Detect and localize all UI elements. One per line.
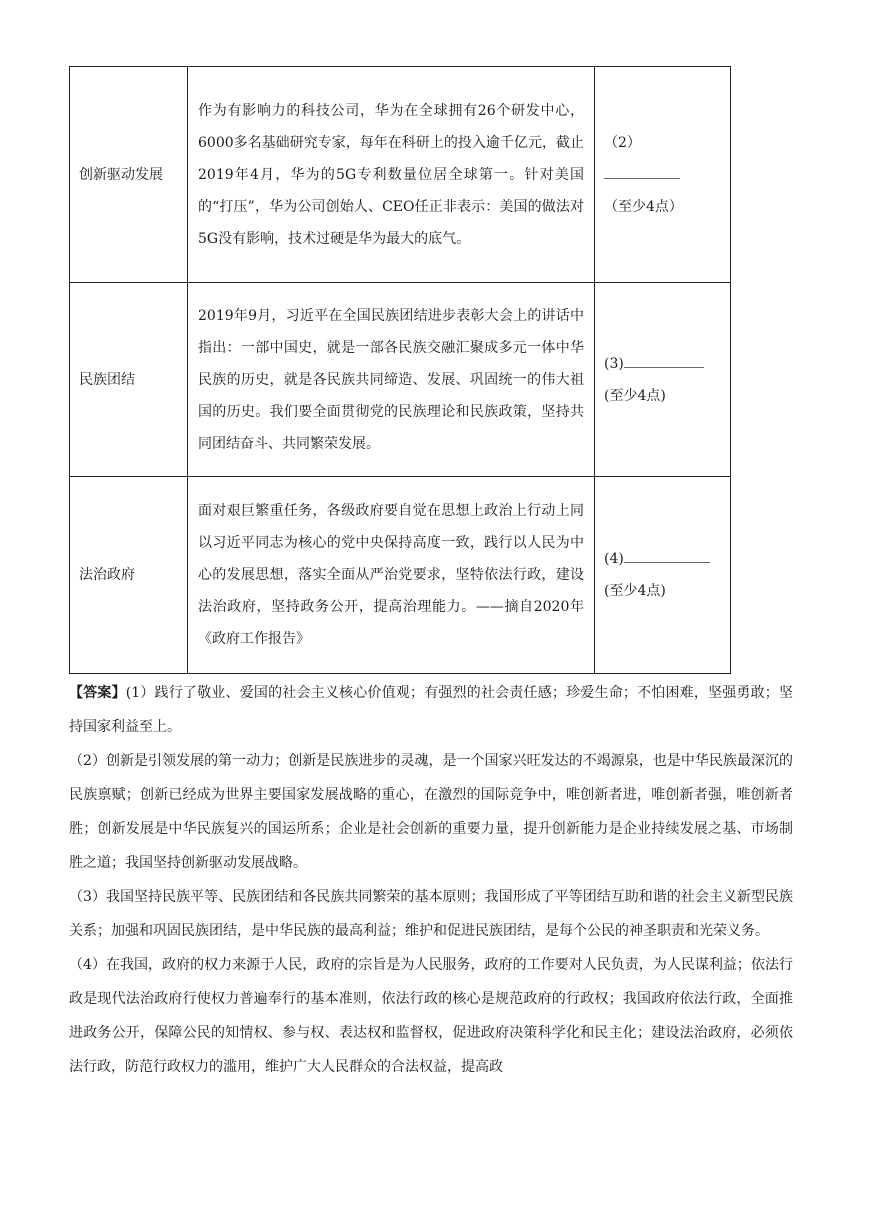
answer-blank-line <box>624 366 704 368</box>
requirement-text: （至少4点） <box>604 198 683 215</box>
answer-line <box>604 348 726 380</box>
question-number: (4) <box>604 551 624 567</box>
theme-cell <box>70 283 188 477</box>
material-text: 2019年9月，习近平在全国民族团结进步表彰大会上的讲话中指出：一部中国史，就是一部各民族交融汇聚成多元一体中华民族的历史，就是各民族共同缔造、发展、巩固统一的伟大祖国的历史。我们要全面贯彻党的民族理论和民族政策，坚持共同团结奋斗、共同繁荣发展。 <box>198 307 584 452</box>
answer-text: (1）践行了敬业、爱国的社会主义核心价值观；有强烈的社会责任感；珍爱生命；不怕困难，坚强勇敢；坚持国家利益至上。 <box>69 685 794 735</box>
answer-blank-line <box>604 159 726 191</box>
answer-cell <box>595 67 731 283</box>
answer-blank-line <box>624 561 710 563</box>
answer-line <box>604 543 726 575</box>
question-number: (3) <box>604 355 624 372</box>
material-cell <box>188 67 595 283</box>
requirement-text: (至少4点) <box>604 387 666 404</box>
answer-cell <box>595 283 731 477</box>
answer-tag: 【答案】 <box>69 685 126 701</box>
answer-paragraph-4: （4）在我国，政府的权力来源于人民，政府的宗旨是为人民服务，政府的工作要对人民负责，为人民谋利益；依法行政是现代法治政府行使权力普遍奉行的基本准则，依法行政的核心是规范政府的行政权；我国政府依法行政，全面推进政务公开，保障公民的知情权、参与权、表达权和监督权，促进政府决策科学化和民主化；建设法治政府，必须依法行政，防范行政权力的滥用，维护广大人民群众的合法权益，提高政 <box>69 957 793 1075</box>
table-row <box>70 477 731 674</box>
material-text: 面对艰巨繁重任务，各级政府要自觉在思想上政治上行动上同以习近平同志为核心的党中央保持高度一致，践行以人民为中心的发展思想，落实全面从严治党要求，坚特依法行政，建设法治政府，坚持政务公开，提高治理能力。——摘自2020年《政府工作报告》 <box>198 503 584 647</box>
theme-text: 民族团结 <box>79 371 135 388</box>
answer-section <box>69 676 793 1084</box>
theme-text: 法治政府 <box>79 567 135 583</box>
question-number: （2） <box>604 134 641 151</box>
question-table <box>69 66 731 674</box>
theme-text: 创新驱动发展 <box>79 166 163 183</box>
table-row <box>70 283 731 477</box>
answer-cell <box>595 477 731 674</box>
answer-paragraph-2: （2）创新是引领发展的第一动力；创新是民族进步的灵魂，是一个国家兴旺发达的不竭源泉，也是中华民族最深沉的民族禀赋；创新已经成为世界主要国家发展战略的重心，在激烈的国际竞争中，唯创新者进，唯创新者强，唯创新者胜；创新发展是中华民族复兴的国运所系；企业是社会创新的重要力量，提升创新能力是企业持续发展之基、市场制胜之道；我国坚持创新驱动发展战略。 <box>69 753 793 871</box>
table-row <box>70 67 731 283</box>
material-cell <box>188 283 595 477</box>
material-cell <box>188 477 595 674</box>
requirement-text: (至少4点) <box>604 583 666 599</box>
answer-paragraph-1 <box>69 676 793 744</box>
answer-paragraph-3: （3）我国坚持民族平等、民族团结和各民族共同繁荣的基本原则；我国形成了平等团结互助和谐的社会主义新型民族关系；加强和巩固民族团结，是中华民族的最高利益；维护和促进民族团结，是每个公民的神圣职责和光荣义务。 <box>69 889 793 939</box>
theme-cell <box>70 67 188 283</box>
material-text: 作为有影响力的科技公司，华为在全球拥有26个研发中心，6000多名基础研究专家，每年在科研上的投入逾千亿元，截止2019年4月，华为的5G专利数量位居全球第一。针对美国的“打压”，华为公司创始人、CEO任正非表示：美国的做法对5G没有影响，技术过硬是华为最大的底气。 <box>198 102 584 247</box>
theme-cell <box>70 477 188 674</box>
